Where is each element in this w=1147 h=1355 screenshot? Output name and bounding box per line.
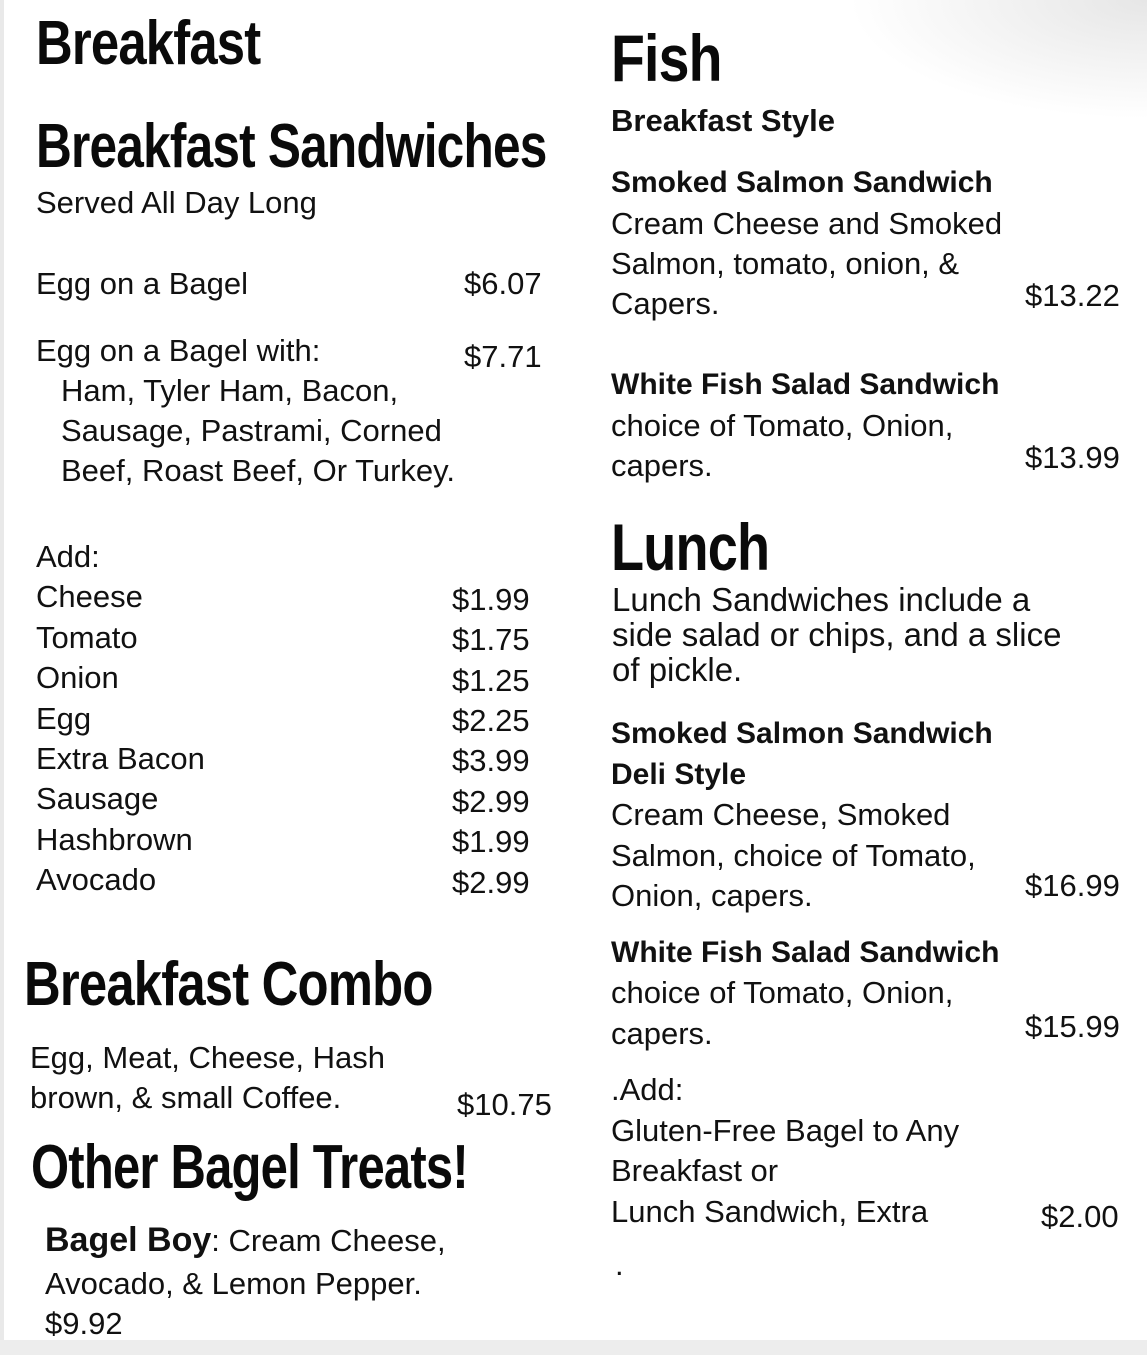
gluten-free-add-text: Gluten-Free Bagel to Any — [611, 1113, 960, 1148]
addon-price: $1.25 — [452, 663, 530, 698]
addon-price: $2.99 — [452, 865, 530, 900]
treat-item-description: : Cream Cheese, — [211, 1223, 446, 1258]
addon-name: Tomato — [36, 620, 138, 655]
menu-item-description: capers. — [611, 1016, 713, 1051]
breakfast-heading: Breakfast — [36, 9, 261, 78]
menu-item-price: $7.71 — [464, 339, 542, 374]
combo-price: $10.75 — [457, 1087, 552, 1122]
gluten-free-add-label: .Add: — [611, 1072, 684, 1107]
fish-subtitle: Breakfast Style — [611, 103, 836, 138]
menu-item-name: Egg on a Bagel with: — [36, 333, 321, 368]
menu-item-name: Smoked Salmon Sandwich — [611, 166, 993, 199]
addon-price: $1.75 — [452, 622, 530, 657]
fish-heading: Fish — [611, 21, 722, 95]
menu-item-description: Cream Cheese and Smoked — [611, 206, 1003, 241]
addon-name: Hashbrown — [36, 822, 193, 857]
menu-item-name: Smoked Salmon Sandwich — [611, 717, 993, 750]
gluten-free-add-text: Breakfast or — [611, 1153, 779, 1188]
breakfast-sandwiches-subtitle: Served All Day Long — [36, 185, 317, 220]
addon-name: Cheese — [36, 579, 143, 614]
lunch-intro: side salad or chips, and a slice — [612, 616, 1062, 653]
addon-name: Onion — [36, 660, 119, 695]
menu-item-price: $13.22 — [1025, 278, 1120, 313]
menu-item-name: Egg on a Bagel — [36, 266, 249, 301]
menu-item-name: White Fish Salad Sandwich — [611, 368, 1000, 401]
menu-item-description: Salmon, choice of Tomato, — [611, 838, 976, 873]
addon-price: $1.99 — [452, 824, 530, 859]
menu-item-description: choice of Tomato, Onion, — [611, 408, 954, 443]
addon-name: Avocado — [36, 862, 157, 897]
treat-item — [45, 1220, 446, 1261]
menu-item-price: $13.99 — [1025, 440, 1120, 475]
other-bagel-treats-heading: Other Bagel Treats! — [31, 1133, 468, 1202]
menu-item-price: $15.99 — [1025, 1009, 1120, 1044]
menu-item-description: Sausage, Pastrami, Corned — [61, 413, 442, 448]
addon-name: Egg — [36, 701, 92, 736]
trailing-dot: . — [615, 1247, 624, 1282]
addon-price: $3.99 — [452, 743, 530, 778]
menu-item-price: $16.99 — [1025, 868, 1120, 903]
menu-item-description: choice of Tomato, Onion, — [611, 975, 954, 1010]
left-border — [0, 0, 4, 1355]
bottom-border — [0, 1340, 1147, 1355]
menu-item-description: Beef, Roast Beef, Or Turkey. — [61, 453, 455, 488]
addon-price: $1.99 — [452, 582, 530, 617]
addon-price: $2.25 — [452, 703, 530, 738]
addon-price: $2.99 — [452, 784, 530, 819]
menu-item-description: Onion, capers. — [611, 878, 813, 913]
lunch-heading: Lunch — [611, 510, 770, 584]
menu-item-name: Deli Style — [611, 758, 747, 791]
combo-description: Egg, Meat, Cheese, Hash — [30, 1040, 385, 1075]
breakfast-combo-heading: Breakfast Combo — [24, 950, 433, 1019]
menu-item-description: capers. — [611, 448, 713, 483]
gluten-free-add-price: $2.00 — [1041, 1199, 1119, 1234]
addon-name: Extra Bacon — [36, 741, 205, 776]
breakfast-sandwiches-heading: Breakfast Sandwiches — [36, 112, 547, 181]
menu-item-price: $6.07 — [464, 266, 542, 301]
menu-item-description: Capers. — [611, 286, 720, 321]
corner-shadow — [847, 0, 1147, 120]
addon-name: Sausage — [36, 781, 159, 816]
menu-item-name: White Fish Salad Sandwich — [611, 936, 1000, 969]
lunch-intro: of pickle. — [612, 651, 743, 688]
treat-item-price: $9.92 — [45, 1306, 123, 1341]
gluten-free-add-text: Lunch Sandwich, Extra — [611, 1194, 929, 1229]
treat-item-name: Bagel Boy — [45, 1221, 212, 1259]
lunch-intro: Lunch Sandwiches include a — [612, 581, 1031, 618]
menu-item-description: Ham, Tyler Ham, Bacon, — [61, 373, 399, 408]
addons-label: Add: — [36, 539, 100, 574]
menu-item-description: Salmon, tomato, onion, & — [611, 246, 960, 281]
treat-item-description: Avocado, & Lemon Pepper. — [45, 1266, 422, 1301]
menu-item-description: Cream Cheese, Smoked — [611, 797, 951, 832]
combo-description: brown, & small Coffee. — [30, 1080, 342, 1115]
